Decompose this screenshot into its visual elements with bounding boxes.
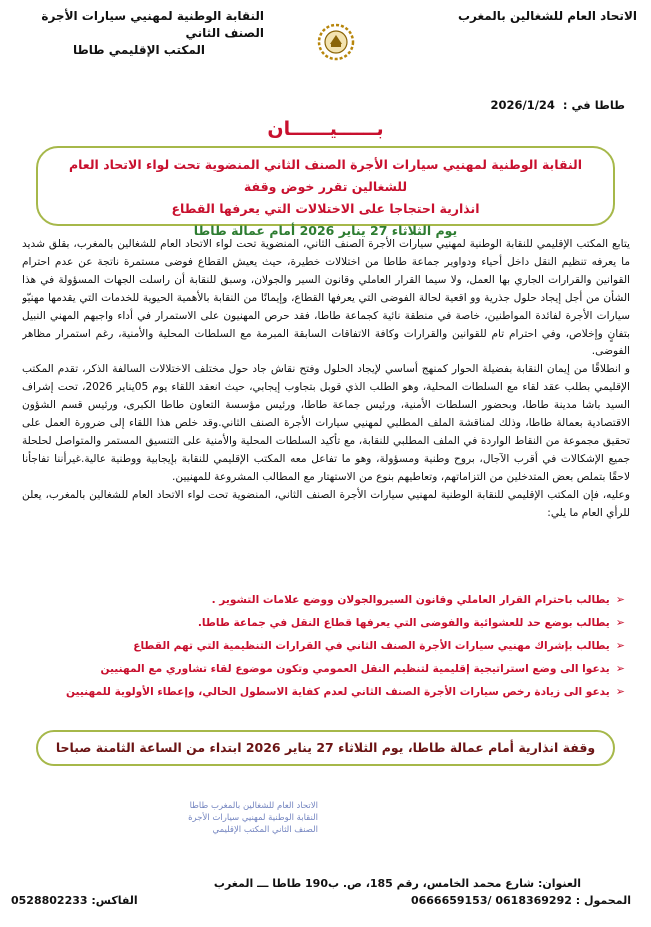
footer-address xyxy=(214,877,581,890)
headline-line-1: النقابة الوطنية لمهنيي سيارات الأجرة الصنف الثاني المنضوية تحت لواء الاتحاد العام للشغالين تقرر خوض وقفة xyxy=(68,157,583,194)
date-line xyxy=(486,98,625,112)
union-name: الاتحاد العام للشغالين بالمغرب xyxy=(457,9,637,23)
demands-list xyxy=(65,592,625,707)
list-item: ➢يطالب بوضع حد للعشوائية والفوضى التي يعرفها قطاع النقل في جماعة طاطا. xyxy=(197,616,625,629)
address-value: شارع محمد الخامس، رقم 185، ص. ب190 طاطا ـــ المغرب xyxy=(213,877,535,890)
protest-announcement-box xyxy=(36,730,615,766)
union-logo-icon xyxy=(316,22,356,62)
list-item: ➢يدعوا الى وضع استراتيجية إقليمية لتنظيم النقل العمومي وتكون موضوع لقاء تشاوري مع المهنيين xyxy=(100,662,625,675)
bullet-arrow-icon: ➢ xyxy=(615,662,625,675)
statement-body xyxy=(22,236,630,588)
bullet-arrow-icon: ➢ xyxy=(615,616,625,629)
mobile-label: المحمول : xyxy=(575,894,631,907)
syndicate-name: النقابة الوطنية لمهنيي سيارات الأجرة الصنف الثاني xyxy=(41,9,264,40)
headline-line-2: انذارية احتجاجا على الاختلالات التي يعرفها القطاع xyxy=(171,201,480,216)
fax-value: 0528802233 xyxy=(11,894,88,907)
body-paragraph-3: وعليه، فإن المكتب الإقليمي للنقابة الوطنية لمهنيي سيارات الأجرة الصنف الثاني، المنضوية تحت لواء الاتحاد العام للشغالين بالمغرب، يعلن للرأي العام ما يلي: xyxy=(22,488,630,519)
headline-line-3: يوم الثلاثاء 27 يناير 2026 أمام عمالة طاطا xyxy=(193,223,458,238)
date-label: طاطا في : xyxy=(562,98,625,112)
bullet-arrow-icon: ➢ xyxy=(615,593,625,606)
fax-contact xyxy=(11,894,138,907)
org-header-right xyxy=(397,8,637,25)
protest-announcement: وقفة انذارية أمام عمالة طاطا، يوم الثلاثاء 27 يناير 2026 ابتداء من الساعة الثامنة صباحا xyxy=(55,740,596,755)
bullet-arrow-icon: ➢ xyxy=(615,639,625,652)
list-item: ➢يطالب بإشراك مهنيي سيارات الأجرة الصنف الثاني في القرارات التنظيمية التي تهم القطاع xyxy=(133,639,625,652)
office-stamp: الاتحاد العام للشغالين بالمغرب طاطا النقابة الوطنية لمهنيي سيارات الأجرة الصنف الثاني المكتب الإقليمي xyxy=(188,801,318,835)
address-label: العنوان: xyxy=(537,877,581,890)
body-paragraph-2: و انطلاقًا من إيمان النقابة بفضيلة الحوار كمنهج أساسي لإيجاد الحلول وفتح نقاش جاد حول مختلف الاختلالات السالفة الذكر، تقدم المكتب الإقليمي بطلب عقد لقاء مع السلطات المحلية، وهو الطلب الذي قوبل بتجاوب إيجابي، حيث انعقد اللقاء يوم 05يناير 2026، تحت إشراف السيد باشا مدينة طاطا، وبحضور السلطات الأمنية، ورئيس جماعة طاطا، ورئيس مؤسسة التعاون طاطا الكبرى، ورئيس قسم الشؤون الاقتصادية بعمالة طاطا، وذلك لمناقشة الملف المطلبي لمهنيي سيارات الأجرة الصنف الثاني.وقد خلص هذا اللقاء إلى ضرورة العمل على تحقيق مجموعة من النقاط الواردة في الملف المطلبي للنقابة، مع تأكيد السلطات المحلية والأمنية على التنسيق المستمر والمتواصل لحلحلة جميع الإشكالات في أقرب الآجال، بروح وطنية ومسؤولة، وهو ما تفاعل معه المكتب الإقليمي للنقابة بإيجابية ووطنية عالية.غيرأننا تفاجأنا لاحقًا بتملص بعض المتدخلين من التزاماتهم، وتعاطيهم بنوع من الاستهتار مع المطالب المشروعة للمهنيين. xyxy=(22,363,630,483)
mobile-value: 0618369292 /0666659153 xyxy=(410,894,572,907)
org-header-left xyxy=(14,8,264,59)
date-value: 2026/1/24 xyxy=(490,98,555,112)
statement-heading: بــــــيــــــان xyxy=(267,118,384,140)
mobile-contact xyxy=(411,894,631,907)
fax-label: الفاكس: xyxy=(91,894,138,907)
headline-box xyxy=(36,146,615,238)
office-name: المكتب الإقليمي طاطا xyxy=(72,43,206,57)
bullet-arrow-icon: ➢ xyxy=(615,685,625,698)
body-paragraph-1: يتابع المكتب الإقليمي للنقابة الوطنية لمهنيي سيارات الأجرة الصنف الثاني، المنضوية تحت لواء الاتحاد العام للشغالين بالمغرب، بقلق شديد ما يعرفه تنظيم النقل داخل أحياء ودواوير جماعة طاطا من اختلالات خطيرة، حيث يعيش القطاع فوضى مستمرة ناتجة عن عدم احترام القوانين والقرارات الجاري بها العمل، ولا سيما القرار العاملي وقانون السير والجولان، وسبق للنقابة أن راسلت الجهات المسؤولة في هذا الشأن من أجل إيجاد حلول جذرية وو اقعية لحالة الفوضى التي يعرفها القطاع، وإيمانًا من النقابة بالأهمية الحيوية للخدمات التي يقدمها مهنيّو سيارات الأجرة لفائدة المواطنين، خاصة في منطقة نائية كجماعة طاطا، فقد حرص المهنيون على الاستمرار في أداء واجبهم المهني النبيل بتفانٍ وإخلاص، وفي احترام تام للقوانين والقرارات وكافة الاتفاقات السابقة المبرمة مع السلطات المحلية والأمنية، رغم استمرار مظاهر الفوضى. xyxy=(22,238,630,358)
list-item: ➢يطالب باحترام القرار العاملي وقانون السيروالجولان ووضع علامات التشوير . xyxy=(211,593,625,606)
list-item: ➢يدعو الى زيادة رخص سيارات الأجرة الصنف الثاني لعدم كفاية الاسطول الحالي، وإعطاء الأولوية للمهنيين xyxy=(65,685,625,698)
